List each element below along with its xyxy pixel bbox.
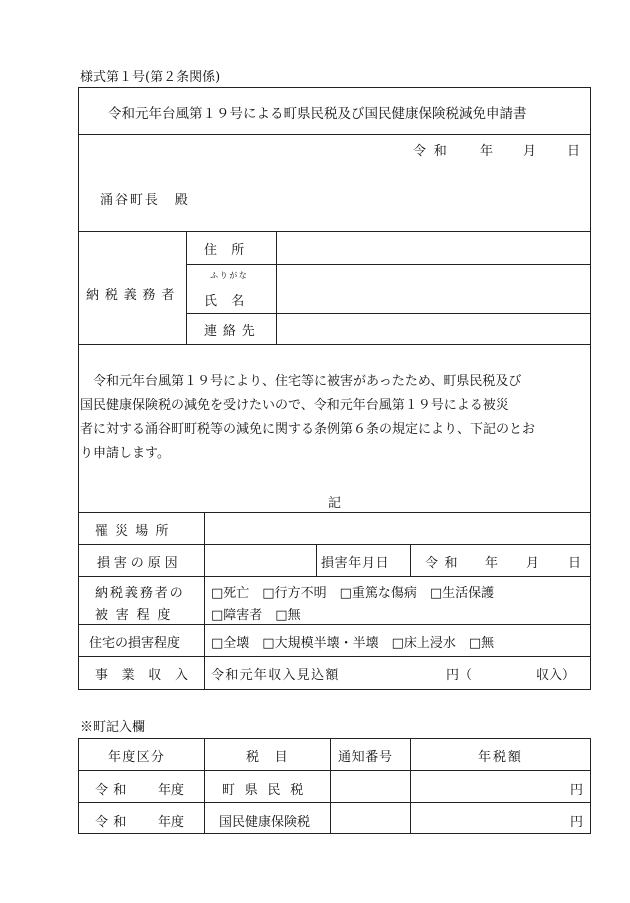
- statement-line: り申請します。: [80, 446, 170, 461]
- contact-label: 連絡先: [204, 324, 261, 339]
- name-field[interactable]: [277, 265, 590, 312]
- row2-yen: 円: [570, 815, 584, 830]
- damage-date-era: 令和: [425, 556, 465, 571]
- statement-text: [80, 370, 592, 466]
- damage-options-row1[interactable]: □死亡 □行方不明 □重篤な傷病 □生活保護: [211, 586, 495, 601]
- income-estimate-label: 令和元年収入見込額: [211, 668, 340, 683]
- income-kind-label: 収入）: [536, 668, 576, 683]
- header-annual-tax: 年税額: [478, 750, 523, 765]
- house-options[interactable]: □全壊 □大規模半壊・半壊 □床上浸水 □無: [211, 636, 495, 651]
- form-title: 令和元年台風第１９号による町県民税及び国民健康保険税減免申請書: [108, 106, 527, 122]
- row1-era: 令和: [95, 783, 132, 798]
- date-month: 月: [523, 144, 537, 159]
- header-year-division: 年度区分: [108, 750, 166, 765]
- damage-options-row2[interactable]: □障害者 □無: [211, 608, 301, 623]
- address-label: 住所: [204, 243, 259, 258]
- taxpayer-label: 納税義務者: [86, 288, 181, 303]
- statement-line: 国民健康保険税の減免を受けたいので、令和元年台風第１９号による被災: [80, 398, 509, 413]
- row2-era: 令和: [95, 815, 132, 830]
- damage-date-day: 日: [568, 556, 582, 571]
- row1-tax: 町県民税: [222, 783, 314, 798]
- header-tax-item: 税目: [246, 750, 304, 765]
- date-day: 日: [567, 144, 581, 159]
- taxpayer-damage-label-1: 納税義務者の: [95, 586, 185, 601]
- name-label: 氏名: [204, 294, 259, 309]
- office-use-heading: ※町記入欄: [80, 720, 146, 735]
- taxpayer-damage-label-2: 被害程度: [95, 608, 179, 623]
- cause-label: 損害の原因: [97, 556, 182, 571]
- house-damage-label: 住宅の損害程度: [89, 636, 181, 651]
- addressee: 涌谷町長 殿: [100, 193, 190, 208]
- date-year: 年: [480, 144, 494, 159]
- cause-field[interactable]: [205, 545, 315, 575]
- address-field[interactable]: [277, 232, 590, 263]
- row2-nendo: 年度: [158, 815, 185, 830]
- disaster-place-field[interactable]: [205, 513, 590, 543]
- row1-nendo: 年度: [158, 783, 185, 798]
- form-number-label: 様式第１号(第２条関係): [80, 70, 221, 85]
- income-yen-label: 円（: [446, 668, 473, 683]
- statement-line: 令和元年台風第１９号により、住宅等に被害があったため、町県民税及び: [80, 374, 522, 389]
- contact-field[interactable]: [277, 314, 590, 343]
- damage-date-label: 損害年月日: [321, 556, 390, 571]
- statement-line: 者に対する涌谷町町税等の減免に関する条例第６条の規定により、下記のとお: [80, 422, 536, 437]
- damage-date-month: 月: [526, 556, 540, 571]
- disaster-place-label: 罹災場所: [95, 524, 176, 539]
- ki-label: 記: [328, 496, 342, 511]
- furigana-label: ふりがな: [210, 271, 249, 280]
- header-notice-number: 通知番号: [338, 750, 393, 765]
- date-era: 令和: [413, 144, 455, 159]
- row1-yen: 円: [570, 783, 584, 798]
- income-label: 事業収入: [95, 668, 202, 683]
- row2-tax: 国民健康保険税: [219, 815, 311, 830]
- damage-date-year: 年: [485, 556, 499, 571]
